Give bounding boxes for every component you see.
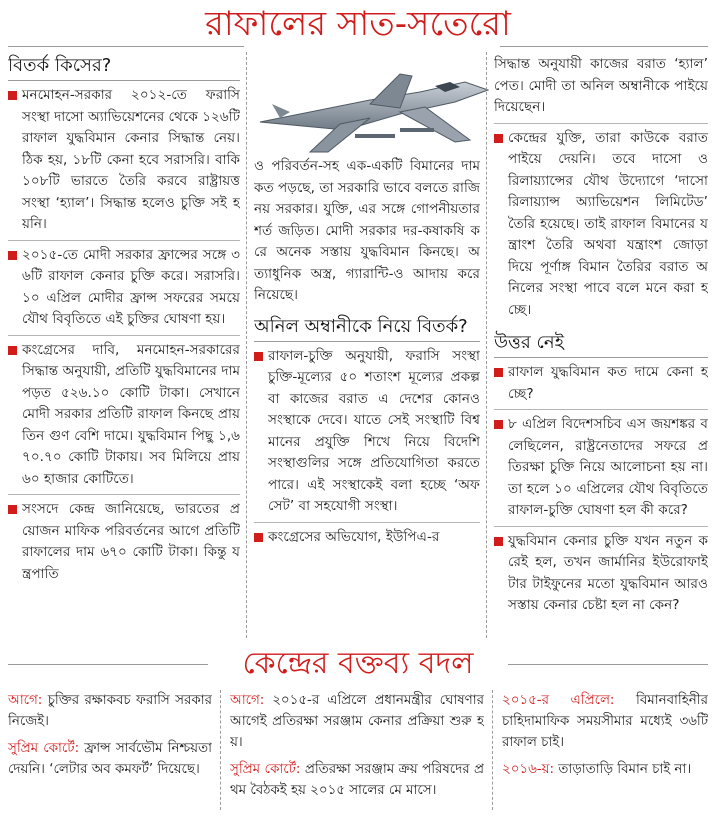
list-item: সংসদে কেন্দ্র জানিয়েছে, ভারতের প্রয়োজন মাফিক পরিবর্তনের আগে প্রতিটি রাফালের দাম ৬৭০ কোটি টাকা। কিন্তু যন্ত্রপাতি — [8, 499, 240, 585]
list-item: মনমোহন-সরকার ২০১২-তে ফরাসি সংস্থা দাসো অ্যাভিয়েশনের থেকে ১২৬টি রাফাল যুদ্ধবিমান কেনার সিদ্ধান্ত নেয়। ঠিক হয়, ১৮টি কেনা হবে সরাসরি। বাকি ১০৮টি ভারতে তৈরি করবে রাষ্ট্রায়ত্ত সংস্থা ‘হ্যাল’। সিদ্ধান্ত হলেও চুক্তি সই হয়নি। — [8, 85, 240, 236]
column-rule-2 — [486, 52, 487, 638]
bullet-square-icon — [494, 134, 503, 143]
article-title: রাফালের সাত-সতেরো — [205, 4, 511, 44]
bullet-square-icon — [8, 346, 17, 355]
section-rule-right — [508, 664, 708, 665]
bullet-square-icon — [494, 537, 503, 546]
section-title: কেন্দ্রের বক্তব্য বদল — [242, 646, 474, 681]
list-item: ২০১৫-তে মোদী সরকার ফ্রান্সের সঙ্গে ৩৬টি রাফাল কেনার চুক্তি করে। সরাসরি। ১০ এপ্রিল মোদীর ফ্রান্স সফরের সময়ে যৌথ বিবৃতিতে এই চুক্তির ঘোষণা হয়। — [8, 245, 240, 331]
bottom-rule-2 — [492, 690, 493, 810]
list-item: কেন্দ্রের যুক্তি, তারা কাউকে বরাত পাইয়ে দেয়নি। তবে দাসো ও রিলায়্যান্সের যৌথ উদ্যোগে ‘দাসো রিলায়্যান্স অ্যাভিয়েশন লিমিটেড’ তৈরি হয়েছে। তাই রাফাল বিমানের যন্ত্রাংশ তৈরি অথবা যন্ত্রাংশ জোড়া দিয়ে পূর্ণাঙ্গ বিমান তৈরির বরাত অনিলের সংস্থা পাবে বলে মনে করা হচ্ছে। — [494, 128, 708, 322]
bottom-column-2 — [230, 690, 484, 812]
item-divider — [494, 526, 708, 527]
statement-item: ২০১৫-র এপ্রিলে: বিমানবাহিনীর চাহিদামাফিক সময়সীমার মধ্যেই ৩৬টি রাফাল চাই। — [502, 693, 708, 750]
item-divider — [8, 494, 240, 495]
bottom-rule-1 — [220, 690, 221, 810]
list-item: কংগ্রেসের দাবি, মনমোহন-সরকারের সিদ্ধান্ত অনুযায়ী, প্রতিটি যুদ্ধবিমানের দাম পড়ত ৫২৬.১০ কোটি টাকা। সেখানে মোদী সরকার প্রতিটি রাফাল কিনছে প্রায় তিন গুণ বেশি দামে। যুদ্ধবিমান পিছু ১,৬৭০.৭০ কোটি টাকায়। সব মিলিয়ে প্রায় ৬০ হাজার কোটিতে। — [8, 340, 240, 491]
title-rule-left — [8, 46, 244, 47]
statement-item: সুপ্রিম কোর্টে: ফ্রান্স সার্বভৌম নিশ্চয়তা দেয়নি। ‘লেটার অব কমফর্ট’ দিয়েছে। — [8, 741, 212, 777]
bottom-column-1 — [8, 690, 212, 812]
list-item: রাফাল-চুক্তি অনুযায়ী, ফরাসি সংস্থা চুক্তি-মূল্যের ৫০ শতাংশ মূল্যের প্রকল্প বা কাজের বরাত এ দেশের কোনও সংস্থাকে দেবে। যাতে সেই সংস্থাটি বিশ্বমানের প্রযুক্তি শিখে নিয়ে বিদেশি সংস্থাগুলির সঙ্গে প্রতিযোগিতা করতে পারে। এই সংস্থাকেই বলা হচ্ছে ‘অফসেট’ বা সহযোগী সংস্থা। — [254, 346, 480, 518]
statement-item: আগে: ২০১৫-র এপ্রিলে প্রধানমন্ত্রীর ঘোষণার আগেই প্রতিরক্ষা সরঞ্জাম কেনার প্রক্রিয়া শুরু হয়। — [230, 693, 484, 750]
title-rule-right — [500, 46, 708, 47]
bullet-square-icon — [254, 352, 263, 361]
rafale-jet-icon — [250, 52, 500, 157]
bullet-square-icon — [8, 251, 17, 260]
statement-item: সুপ্রিম কোর্টে: প্রতিরক্ষা সরঞ্জাম ক্রয় পরিষদের প্রথম বৈঠকই হয় ২০১৫ সালের মে মাসে। — [230, 762, 484, 798]
left-column-heading: বিতর্ক কিসের? — [8, 54, 240, 81]
right-column — [494, 54, 708, 640]
list-item: ৮ এপ্রিল বিদেশসচিব এস জয়শঙ্কর বলেছিলেন, রাষ্ট্রনেতাদের সফরে প্রতিরক্ষা চুক্তি নিয়ে আলোচনা হয় না। তা হলে ১০ এপ্রিলের যৌথ বিবৃতিতে রাফাল-চুক্তি ঘোষণা হল কী করে? — [494, 414, 708, 522]
continued-paragraph: সিদ্ধান্ত অনুযায়ী কাজের বরাত ‘হ্যাল’ পেত। মোদী তা অনিল অম্বানীকে পাইয়ে দিয়েছেন। — [494, 56, 708, 115]
column-rule-1 — [246, 52, 247, 638]
bullet-square-icon — [494, 420, 503, 429]
list-item: রাফাল যুদ্ধবিমান কত দামে কেনা হচ্ছে? — [494, 362, 708, 405]
item-divider — [494, 123, 708, 124]
item-divider — [254, 522, 480, 523]
right-column-heading: উত্তর নেই — [494, 331, 708, 358]
list-item: যুদ্ধবিমান কেনার চুক্তি যখন নতুন করেই হল, তখন জার্মানির ইউরোফাইটার টাইফুনের মতো যুদ্ধবিমান আরও সস্তায় কেনার চেষ্টা হল না কেন? — [494, 531, 708, 617]
item-divider — [494, 409, 708, 410]
bullet-square-icon — [494, 368, 503, 377]
bullet-square-icon — [8, 91, 17, 100]
bullet-square-icon — [254, 533, 263, 542]
left-column — [8, 54, 240, 640]
statement-item: ২০১৬-য়: তাড়াতাড়ি বিমান চাই না। — [502, 762, 692, 777]
item-divider — [8, 240, 240, 241]
continued-paragraph: ও পরিবর্তন-সহ এক-একটি বিমানের দাম কত পড়ছে, তা সরকারি ভাবে বলতে রাজি নয় সরকার। যুক্তি, এর সঙ্গে গোপনীয়তার শর্ত জড়িত। মোদী সরকার দর-কষাকষি করে অনেক সস্তায় যুদ্ধবিমান কিনছে। অত্যাধুনিক অস্ত্র, গ্যারান্টি-ও আদায় করে নিয়েছে। — [254, 158, 480, 303]
statement-item: আগে: চুক্তির রক্ষাকবচ ফরাসি সরকার নিজেই। — [8, 693, 212, 729]
list-item: কংগ্রেসের অভিযোগ, ইউপিএ-র — [254, 527, 480, 549]
bottom-column-3 — [502, 690, 708, 812]
bullet-square-icon — [8, 505, 17, 514]
middle-column — [254, 156, 480, 640]
middle-column-heading: অনিল অম্বানীকে নিয়ে বিতর্ক? — [254, 315, 480, 342]
item-divider — [8, 335, 240, 336]
